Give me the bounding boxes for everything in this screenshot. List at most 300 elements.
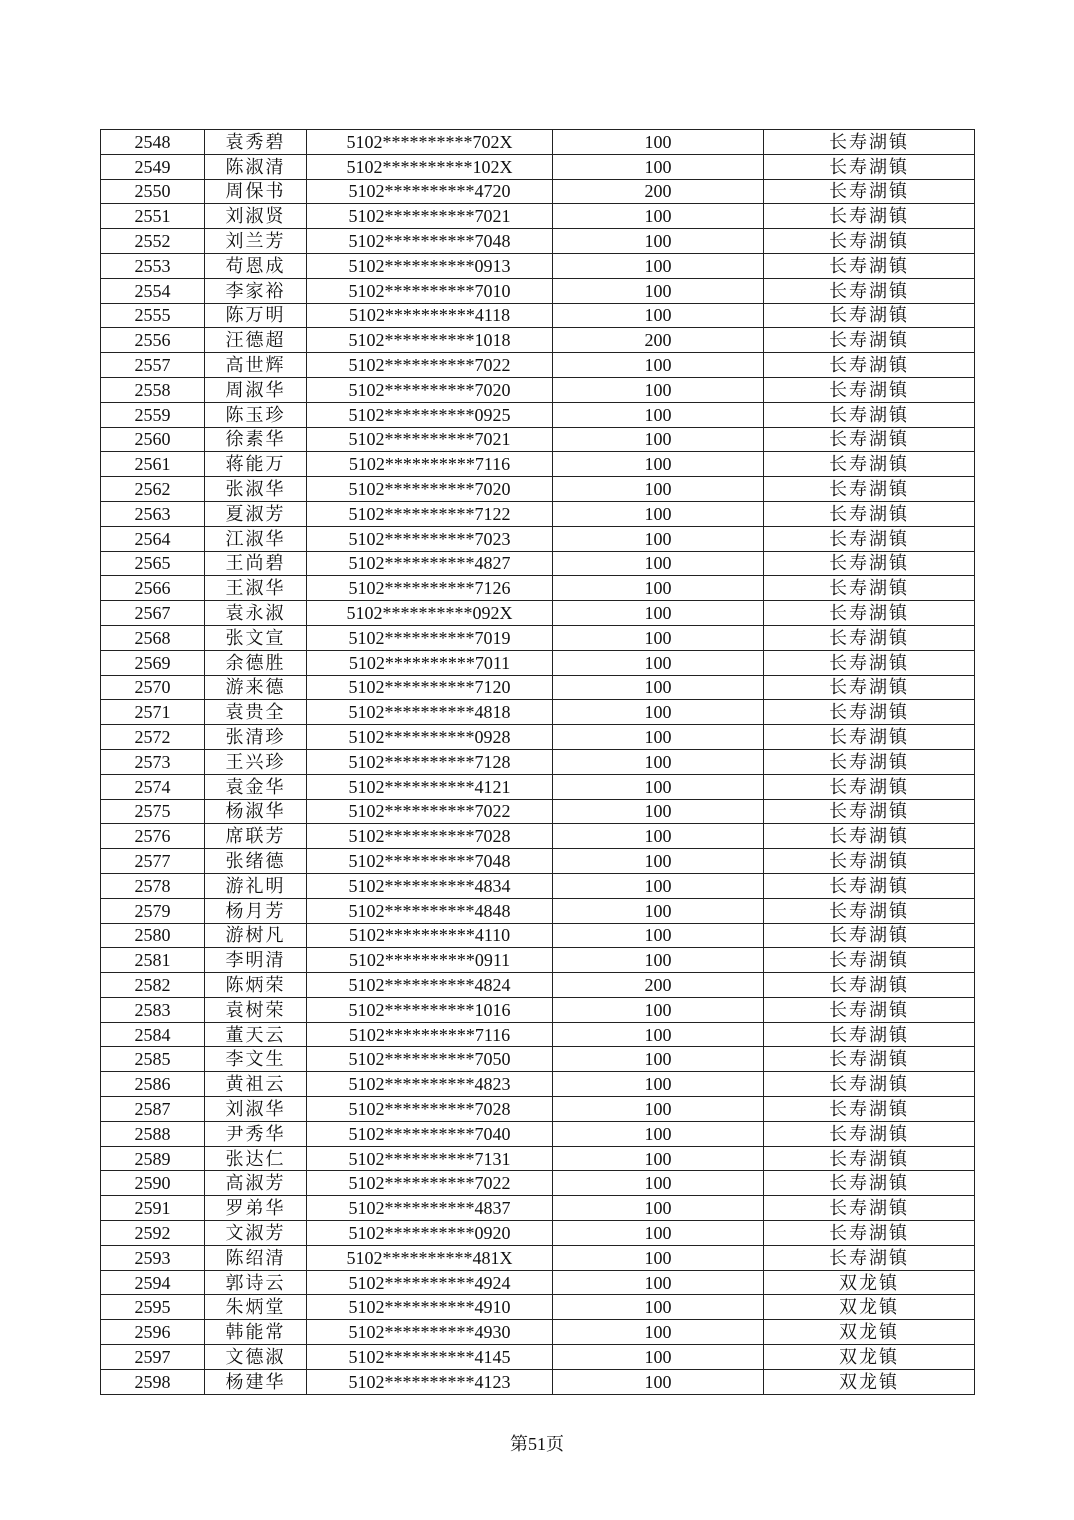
town-cell: 长寿湖镇 <box>764 1245 975 1270</box>
table-row <box>101 229 975 254</box>
name-cell: 郭诗云 <box>205 1270 307 1295</box>
table-row <box>101 948 975 973</box>
row-number-cell: 2561 <box>101 452 205 477</box>
town-cell: 长寿湖镇 <box>764 229 975 254</box>
table-row <box>101 1022 975 1047</box>
name-cell: 席联芳 <box>205 824 307 849</box>
amount-cell: 100 <box>553 1270 764 1295</box>
row-number-cell: 2560 <box>101 427 205 452</box>
town-cell: 长寿湖镇 <box>764 526 975 551</box>
table-row <box>101 154 975 179</box>
amount-cell: 100 <box>553 551 764 576</box>
amount-cell: 100 <box>553 353 764 378</box>
row-number-cell: 2596 <box>101 1320 205 1345</box>
table-row <box>101 477 975 502</box>
name-cell: 黄祖云 <box>205 1072 307 1097</box>
name-cell: 罗弟华 <box>205 1196 307 1221</box>
id-number-cell: 5102**********7010 <box>307 278 553 303</box>
town-cell: 长寿湖镇 <box>764 1196 975 1221</box>
row-number-cell: 2581 <box>101 948 205 973</box>
town-cell: 长寿湖镇 <box>764 1221 975 1246</box>
row-number-cell: 2584 <box>101 1022 205 1047</box>
id-number-cell: 5102**********7022 <box>307 1171 553 1196</box>
row-number-cell: 2557 <box>101 353 205 378</box>
table-row <box>101 1121 975 1146</box>
row-number-cell: 2568 <box>101 625 205 650</box>
amount-cell: 100 <box>553 849 764 874</box>
amount-cell: 100 <box>553 650 764 675</box>
name-cell: 夏淑芳 <box>205 501 307 526</box>
row-number-cell: 2578 <box>101 873 205 898</box>
town-cell: 双龙镇 <box>764 1369 975 1394</box>
row-number-cell: 2572 <box>101 725 205 750</box>
row-number-cell: 2580 <box>101 923 205 948</box>
page-number: 第51页 <box>510 1434 564 1454</box>
table-row <box>101 278 975 303</box>
name-cell: 高淑芳 <box>205 1171 307 1196</box>
id-number-cell: 5102**********7048 <box>307 229 553 254</box>
row-number-cell: 2574 <box>101 774 205 799</box>
name-cell: 文淑芳 <box>205 1221 307 1246</box>
id-number-cell: 5102**********7019 <box>307 625 553 650</box>
table-row <box>101 824 975 849</box>
amount-cell: 100 <box>553 526 764 551</box>
roster-table <box>100 129 975 1395</box>
town-cell: 长寿湖镇 <box>764 1171 975 1196</box>
row-number-cell: 2594 <box>101 1270 205 1295</box>
name-cell: 王兴珍 <box>205 749 307 774</box>
id-number-cell: 5102**********4818 <box>307 700 553 725</box>
id-number-cell: 5102**********0928 <box>307 725 553 750</box>
table-row <box>101 650 975 675</box>
amount-cell: 100 <box>553 229 764 254</box>
row-number-cell: 2585 <box>101 1047 205 1072</box>
name-cell: 周淑华 <box>205 377 307 402</box>
table-row <box>101 402 975 427</box>
town-cell: 长寿湖镇 <box>764 625 975 650</box>
table-row <box>101 1245 975 1270</box>
id-number-cell: 5102**********7028 <box>307 824 553 849</box>
name-cell: 陈玉珍 <box>205 402 307 427</box>
name-cell: 董天云 <box>205 1022 307 1047</box>
amount-cell: 100 <box>553 923 764 948</box>
town-cell: 长寿湖镇 <box>764 551 975 576</box>
table-row <box>101 303 975 328</box>
id-number-cell: 5102**********7011 <box>307 650 553 675</box>
name-cell: 刘淑华 <box>205 1097 307 1122</box>
row-number-cell: 2593 <box>101 1245 205 1270</box>
amount-cell: 200 <box>553 179 764 204</box>
town-cell: 长寿湖镇 <box>764 1047 975 1072</box>
amount-cell: 100 <box>553 625 764 650</box>
amount-cell: 100 <box>553 824 764 849</box>
id-number-cell: 5102**********4824 <box>307 973 553 998</box>
row-number-cell: 2576 <box>101 824 205 849</box>
name-cell: 杨建华 <box>205 1369 307 1394</box>
town-cell: 长寿湖镇 <box>764 774 975 799</box>
town-cell: 长寿湖镇 <box>764 973 975 998</box>
row-number-cell: 2588 <box>101 1121 205 1146</box>
town-cell: 长寿湖镇 <box>764 725 975 750</box>
table-row <box>101 601 975 626</box>
town-cell: 长寿湖镇 <box>764 675 975 700</box>
row-number-cell: 2579 <box>101 898 205 923</box>
row-number-cell: 2564 <box>101 526 205 551</box>
name-cell: 周保书 <box>205 179 307 204</box>
amount-cell: 100 <box>553 1121 764 1146</box>
amount-cell: 100 <box>553 1369 764 1394</box>
name-cell: 王淑华 <box>205 576 307 601</box>
amount-cell: 100 <box>553 1345 764 1370</box>
row-number-cell: 2587 <box>101 1097 205 1122</box>
amount-cell: 100 <box>553 1097 764 1122</box>
id-number-cell: 5102**********1018 <box>307 328 553 353</box>
row-number-cell: 2555 <box>101 303 205 328</box>
amount-cell: 100 <box>553 799 764 824</box>
amount-cell: 100 <box>553 576 764 601</box>
row-number-cell: 2597 <box>101 1345 205 1370</box>
id-number-cell: 5102**********4123 <box>307 1369 553 1394</box>
row-number-cell: 2575 <box>101 799 205 824</box>
table-row <box>101 204 975 229</box>
town-cell: 长寿湖镇 <box>764 1121 975 1146</box>
town-cell: 长寿湖镇 <box>764 154 975 179</box>
row-number-cell: 2577 <box>101 849 205 874</box>
row-number-cell: 2583 <box>101 997 205 1022</box>
town-cell: 长寿湖镇 <box>764 650 975 675</box>
amount-cell: 100 <box>553 675 764 700</box>
id-number-cell: 5102**********7021 <box>307 427 553 452</box>
id-number-cell: 5102**********0913 <box>307 253 553 278</box>
id-number-cell: 5102**********4924 <box>307 1270 553 1295</box>
amount-cell: 100 <box>553 303 764 328</box>
town-cell: 长寿湖镇 <box>764 873 975 898</box>
table-row <box>101 1146 975 1171</box>
table-row <box>101 1270 975 1295</box>
id-number-cell: 5102**********4827 <box>307 551 553 576</box>
roster-table-body <box>101 130 975 1395</box>
town-cell: 双龙镇 <box>764 1320 975 1345</box>
row-number-cell: 2553 <box>101 253 205 278</box>
id-number-cell: 5102**********7022 <box>307 799 553 824</box>
table-row <box>101 576 975 601</box>
id-number-cell: 5102**********4823 <box>307 1072 553 1097</box>
table-row <box>101 1196 975 1221</box>
table-row <box>101 551 975 576</box>
id-number-cell: 5102**********7116 <box>307 452 553 477</box>
town-cell: 长寿湖镇 <box>764 824 975 849</box>
town-cell: 长寿湖镇 <box>764 377 975 402</box>
amount-cell: 100 <box>553 1171 764 1196</box>
id-number-cell: 5102**********1016 <box>307 997 553 1022</box>
amount-cell: 100 <box>553 1245 764 1270</box>
name-cell: 游来德 <box>205 675 307 700</box>
town-cell: 长寿湖镇 <box>764 700 975 725</box>
id-number-cell: 5102**********7050 <box>307 1047 553 1072</box>
name-cell: 袁树荣 <box>205 997 307 1022</box>
id-number-cell: 5102**********4118 <box>307 303 553 328</box>
id-number-cell: 5102**********7020 <box>307 477 553 502</box>
name-cell: 陈万明 <box>205 303 307 328</box>
id-number-cell: 5102**********4837 <box>307 1196 553 1221</box>
amount-cell: 200 <box>553 328 764 353</box>
name-cell: 苟恩成 <box>205 253 307 278</box>
row-number-cell: 2548 <box>101 130 205 155</box>
row-number-cell: 2552 <box>101 229 205 254</box>
id-number-cell: 5102**********7128 <box>307 749 553 774</box>
town-cell: 长寿湖镇 <box>764 799 975 824</box>
id-number-cell: 5102**********7040 <box>307 1121 553 1146</box>
name-cell: 李家裕 <box>205 278 307 303</box>
amount-cell: 100 <box>553 377 764 402</box>
town-cell: 双龙镇 <box>764 1270 975 1295</box>
id-number-cell: 5102**********7126 <box>307 576 553 601</box>
amount-cell: 100 <box>553 774 764 799</box>
name-cell: 余德胜 <box>205 650 307 675</box>
amount-cell: 100 <box>553 700 764 725</box>
name-cell: 刘兰芳 <box>205 229 307 254</box>
id-number-cell: 5102**********4121 <box>307 774 553 799</box>
table-row <box>101 625 975 650</box>
table-row <box>101 1221 975 1246</box>
row-number-cell: 2571 <box>101 700 205 725</box>
table-row <box>101 1345 975 1370</box>
name-cell: 张淑华 <box>205 477 307 502</box>
name-cell: 袁秀碧 <box>205 130 307 155</box>
amount-cell: 100 <box>553 501 764 526</box>
table-row <box>101 253 975 278</box>
row-number-cell: 2589 <box>101 1146 205 1171</box>
name-cell: 袁贵全 <box>205 700 307 725</box>
row-number-cell: 2573 <box>101 749 205 774</box>
row-number-cell: 2569 <box>101 650 205 675</box>
amount-cell: 100 <box>553 253 764 278</box>
row-number-cell: 2563 <box>101 501 205 526</box>
name-cell: 杨淑华 <box>205 799 307 824</box>
table-row <box>101 427 975 452</box>
amount-cell: 100 <box>553 725 764 750</box>
town-cell: 长寿湖镇 <box>764 576 975 601</box>
name-cell: 杨月芳 <box>205 898 307 923</box>
name-cell: 游礼明 <box>205 873 307 898</box>
table-row <box>101 1171 975 1196</box>
row-number-cell: 2586 <box>101 1072 205 1097</box>
id-number-cell: 5102**********7131 <box>307 1146 553 1171</box>
row-number-cell: 2566 <box>101 576 205 601</box>
id-number-cell: 5102**********0911 <box>307 948 553 973</box>
id-number-cell: 5102**********0925 <box>307 402 553 427</box>
table-row <box>101 1072 975 1097</box>
town-cell: 长寿湖镇 <box>764 253 975 278</box>
name-cell: 袁金华 <box>205 774 307 799</box>
table-row <box>101 1097 975 1122</box>
table-row <box>101 1369 975 1394</box>
name-cell: 李文生 <box>205 1047 307 1072</box>
table-row <box>101 799 975 824</box>
row-number-cell: 2591 <box>101 1196 205 1221</box>
table-row <box>101 749 975 774</box>
row-number-cell: 2570 <box>101 675 205 700</box>
row-number-cell: 2582 <box>101 973 205 998</box>
town-cell: 长寿湖镇 <box>764 1146 975 1171</box>
table-row <box>101 1295 975 1320</box>
name-cell: 高世辉 <box>205 353 307 378</box>
name-cell: 张文宣 <box>205 625 307 650</box>
name-cell: 陈淑清 <box>205 154 307 179</box>
name-cell: 朱炳堂 <box>205 1295 307 1320</box>
name-cell: 游树凡 <box>205 923 307 948</box>
id-number-cell: 5102**********4110 <box>307 923 553 948</box>
table-row <box>101 1047 975 1072</box>
table-row <box>101 501 975 526</box>
amount-cell: 100 <box>553 601 764 626</box>
table-row <box>101 353 975 378</box>
id-number-cell: 5102**********7021 <box>307 204 553 229</box>
row-number-cell: 2551 <box>101 204 205 229</box>
town-cell: 长寿湖镇 <box>764 402 975 427</box>
amount-cell: 100 <box>553 898 764 923</box>
town-cell: 双龙镇 <box>764 1295 975 1320</box>
name-cell: 陈炳荣 <box>205 973 307 998</box>
row-number-cell: 2558 <box>101 377 205 402</box>
table-row <box>101 526 975 551</box>
row-number-cell: 2556 <box>101 328 205 353</box>
table-row <box>101 725 975 750</box>
amount-cell: 200 <box>553 973 764 998</box>
name-cell: 文德淑 <box>205 1345 307 1370</box>
amount-cell: 100 <box>553 1295 764 1320</box>
amount-cell: 100 <box>553 130 764 155</box>
table-row <box>101 849 975 874</box>
amount-cell: 100 <box>553 1022 764 1047</box>
id-number-cell: 5102**********4720 <box>307 179 553 204</box>
amount-cell: 100 <box>553 1320 764 1345</box>
id-number-cell: 5102**********7023 <box>307 526 553 551</box>
town-cell: 长寿湖镇 <box>764 477 975 502</box>
id-number-cell: 5102**********481X <box>307 1245 553 1270</box>
row-number-cell: 2595 <box>101 1295 205 1320</box>
amount-cell: 100 <box>553 749 764 774</box>
town-cell: 长寿湖镇 <box>764 427 975 452</box>
town-cell: 长寿湖镇 <box>764 452 975 477</box>
name-cell: 韩能常 <box>205 1320 307 1345</box>
name-cell: 陈绍清 <box>205 1245 307 1270</box>
name-cell: 王尚碧 <box>205 551 307 576</box>
name-cell: 汪德超 <box>205 328 307 353</box>
table-row <box>101 130 975 155</box>
name-cell: 江淑华 <box>205 526 307 551</box>
row-number-cell: 2562 <box>101 477 205 502</box>
town-cell: 长寿湖镇 <box>764 278 975 303</box>
table-row <box>101 774 975 799</box>
id-number-cell: 5102**********7028 <box>307 1097 553 1122</box>
table-row <box>101 1320 975 1345</box>
name-cell: 尹秀华 <box>205 1121 307 1146</box>
town-cell: 长寿湖镇 <box>764 1097 975 1122</box>
town-cell: 长寿湖镇 <box>764 303 975 328</box>
row-number-cell: 2592 <box>101 1221 205 1246</box>
row-number-cell: 2549 <box>101 154 205 179</box>
id-number-cell: 5102**********4145 <box>307 1345 553 1370</box>
row-number-cell: 2554 <box>101 278 205 303</box>
name-cell: 张达仁 <box>205 1146 307 1171</box>
town-cell: 长寿湖镇 <box>764 923 975 948</box>
amount-cell: 100 <box>553 1221 764 1246</box>
table-row <box>101 898 975 923</box>
town-cell: 长寿湖镇 <box>764 898 975 923</box>
name-cell: 徐素华 <box>205 427 307 452</box>
table-row <box>101 873 975 898</box>
amount-cell: 100 <box>553 1072 764 1097</box>
table-row <box>101 997 975 1022</box>
amount-cell: 100 <box>553 873 764 898</box>
amount-cell: 100 <box>553 477 764 502</box>
id-number-cell: 5102**********7122 <box>307 501 553 526</box>
amount-cell: 100 <box>553 1047 764 1072</box>
amount-cell: 100 <box>553 204 764 229</box>
id-number-cell: 5102**********102X <box>307 154 553 179</box>
id-number-cell: 5102**********7022 <box>307 353 553 378</box>
id-number-cell: 5102**********4930 <box>307 1320 553 1345</box>
town-cell: 长寿湖镇 <box>764 501 975 526</box>
id-number-cell: 5102**********7020 <box>307 377 553 402</box>
id-number-cell: 5102**********7120 <box>307 675 553 700</box>
row-number-cell: 2565 <box>101 551 205 576</box>
town-cell: 长寿湖镇 <box>764 849 975 874</box>
id-number-cell: 5102**********7116 <box>307 1022 553 1047</box>
id-number-cell: 5102**********4848 <box>307 898 553 923</box>
amount-cell: 100 <box>553 997 764 1022</box>
amount-cell: 100 <box>553 278 764 303</box>
id-number-cell: 5102**********4834 <box>307 873 553 898</box>
town-cell: 长寿湖镇 <box>764 1022 975 1047</box>
amount-cell: 100 <box>553 1196 764 1221</box>
amount-cell: 100 <box>553 427 764 452</box>
name-cell: 蒋能万 <box>205 452 307 477</box>
town-cell: 长寿湖镇 <box>764 328 975 353</box>
town-cell: 长寿湖镇 <box>764 179 975 204</box>
name-cell: 张清珍 <box>205 725 307 750</box>
id-number-cell: 5102**********4910 <box>307 1295 553 1320</box>
town-cell: 长寿湖镇 <box>764 948 975 973</box>
table-row <box>101 377 975 402</box>
town-cell: 长寿湖镇 <box>764 353 975 378</box>
row-number-cell: 2598 <box>101 1369 205 1394</box>
id-number-cell: 5102**********7048 <box>307 849 553 874</box>
town-cell: 双龙镇 <box>764 1345 975 1370</box>
row-number-cell: 2567 <box>101 601 205 626</box>
amount-cell: 100 <box>553 154 764 179</box>
row-number-cell: 2590 <box>101 1171 205 1196</box>
id-number-cell: 5102**********092X <box>307 601 553 626</box>
name-cell: 袁永淑 <box>205 601 307 626</box>
table-row <box>101 973 975 998</box>
name-cell: 李明清 <box>205 948 307 973</box>
id-number-cell: 5102**********0920 <box>307 1221 553 1246</box>
amount-cell: 100 <box>553 948 764 973</box>
town-cell: 长寿湖镇 <box>764 130 975 155</box>
amount-cell: 100 <box>553 452 764 477</box>
amount-cell: 100 <box>553 1146 764 1171</box>
table-row <box>101 179 975 204</box>
town-cell: 长寿湖镇 <box>764 601 975 626</box>
town-cell: 长寿湖镇 <box>764 749 975 774</box>
table-row <box>101 675 975 700</box>
table-row <box>101 700 975 725</box>
name-cell: 刘淑贤 <box>205 204 307 229</box>
id-number-cell: 5102**********702X <box>307 130 553 155</box>
amount-cell: 100 <box>553 402 764 427</box>
